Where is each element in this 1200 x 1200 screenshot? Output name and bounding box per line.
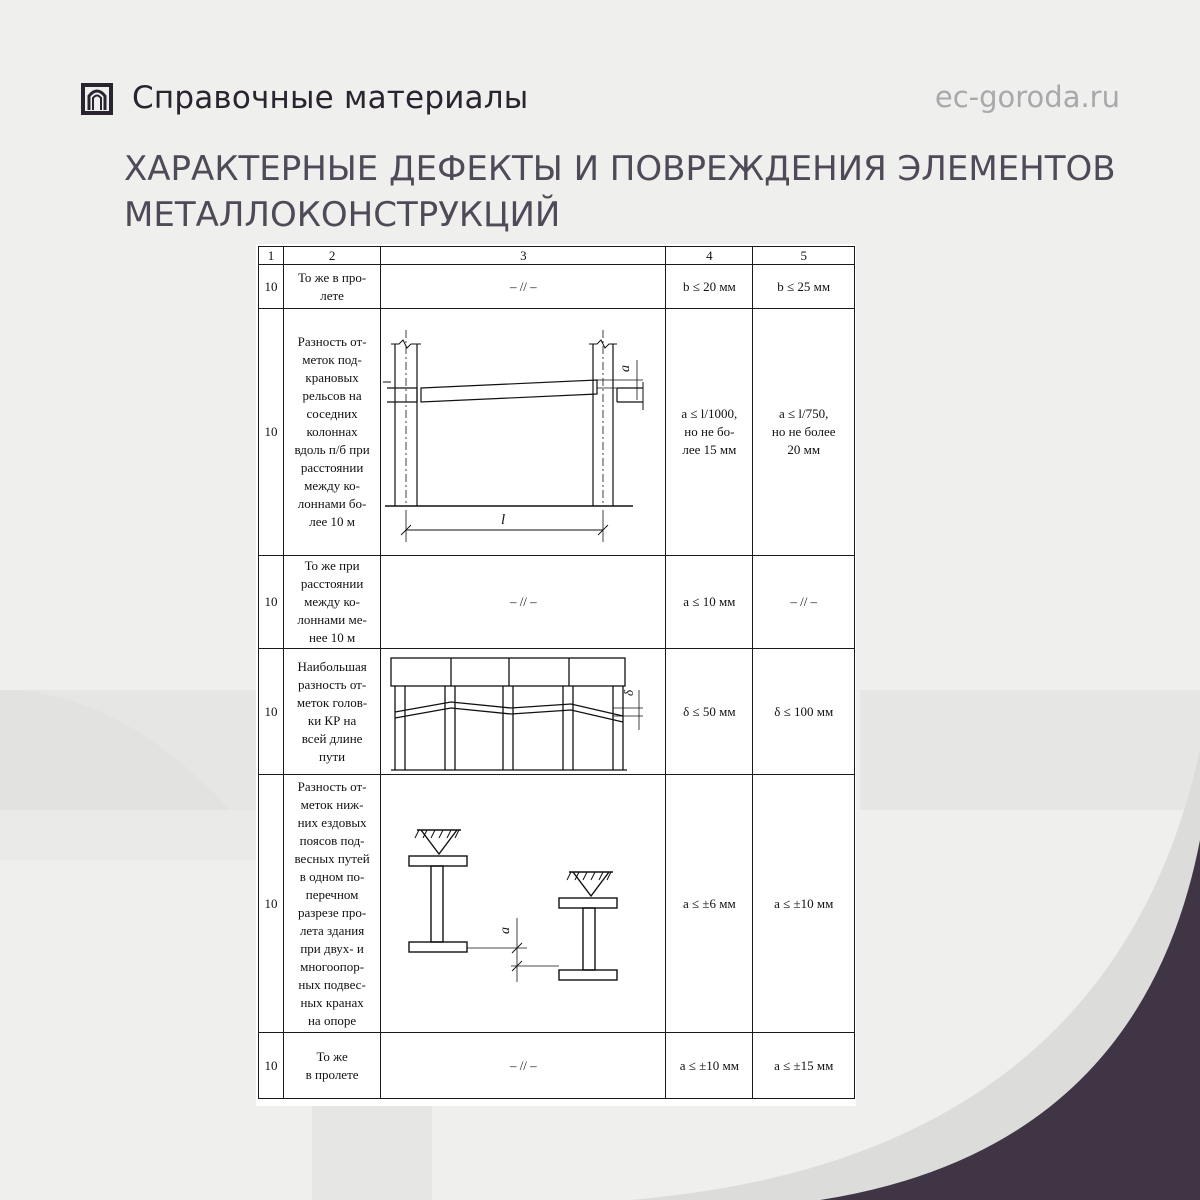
row-description: Разность от- меток ниж- них ездовых поясов под- весных путей в одном по- перечном разрезе про- лета здания при двух- и многоопор- ных подвес- ных кранах на опоре bbox=[283, 775, 380, 1033]
right-web bbox=[583, 908, 595, 970]
row-value-4: δ ≤ 50 мм bbox=[666, 649, 753, 775]
row-description: То же при расстоянии между ко- лоннами ме- нее 10 м bbox=[283, 556, 380, 649]
row-description: То же в про- лете bbox=[283, 265, 380, 309]
label-l: l bbox=[501, 511, 506, 528]
header bbox=[80, 82, 1120, 122]
figure-suspended-tracks bbox=[381, 775, 666, 1033]
row-number: 10 bbox=[259, 775, 284, 1033]
label-delta: δ bbox=[621, 689, 637, 696]
defects-table bbox=[258, 246, 855, 1099]
row-number: 10 bbox=[259, 1033, 284, 1099]
row-value-4: b ≤ 20 мм bbox=[666, 265, 753, 309]
table-row bbox=[259, 1033, 855, 1099]
row-value-5: b ≤ 25 мм bbox=[753, 265, 855, 309]
rail-head-drawing bbox=[381, 650, 656, 774]
top-girder bbox=[391, 658, 625, 686]
left-support-triangle bbox=[421, 830, 457, 854]
header-cell: 2 bbox=[283, 247, 380, 265]
suspended-tracks-drawing bbox=[381, 776, 656, 1032]
rail-lower bbox=[395, 708, 623, 722]
arch-door-icon bbox=[80, 82, 114, 116]
bg-band-left-lower bbox=[0, 810, 270, 860]
row-description: Наибольшая разность от- меток голов- ки КР на всей длине пути bbox=[283, 649, 380, 775]
bg-band-right bbox=[860, 690, 1200, 810]
row-figure-text: – // – bbox=[381, 265, 666, 309]
row-value-4: a ≤ ±6 мм bbox=[666, 775, 753, 1033]
row-value-5: a ≤ l/750, но не более 20 мм bbox=[753, 309, 855, 556]
figure-rail-elevation bbox=[381, 309, 666, 556]
header-cell: 3 bbox=[381, 247, 666, 265]
row-value-4: a ≤ l/1000, но не бо- лее 15 мм bbox=[666, 309, 753, 556]
row-value-5: a ≤ ±15 мм bbox=[753, 1033, 855, 1099]
header-cell: 1 bbox=[259, 247, 284, 265]
right-top-flange bbox=[559, 898, 617, 908]
table-header-row bbox=[259, 247, 855, 265]
page-title: ХАРАКТЕРНЫЕ ДЕФЕКТЫ И ПОВРЕЖДЕНИЯ ЭЛЕМЕНТОВ МЕТАЛЛОКОНСТРУКЦИЙ bbox=[124, 149, 1116, 235]
right-bottom-flange bbox=[559, 970, 617, 980]
section-title: Справочные материалы bbox=[132, 80, 529, 116]
row-figure-text: – // – bbox=[381, 1033, 666, 1099]
document-scan bbox=[256, 244, 856, 1106]
header-cell: 5 bbox=[753, 247, 855, 265]
rail-elevation-drawing bbox=[381, 310, 656, 555]
row-number: 10 bbox=[259, 265, 284, 309]
row-value-5: a ≤ ±10 мм bbox=[753, 775, 855, 1033]
row-value-4: a ≤ 10 мм bbox=[666, 556, 753, 649]
bg-band-bottom bbox=[312, 1106, 432, 1200]
left-top-flange bbox=[409, 856, 467, 866]
row-number: 10 bbox=[259, 649, 284, 775]
label-a: a bbox=[498, 926, 514, 934]
row-value-5: δ ≤ 100 мм bbox=[753, 649, 855, 775]
table-row bbox=[259, 649, 855, 775]
label-a: a bbox=[618, 364, 634, 372]
right-support-triangle bbox=[573, 872, 609, 896]
left-stub-beam bbox=[387, 388, 417, 402]
header-cell: 4 bbox=[666, 247, 753, 265]
table-row bbox=[259, 775, 855, 1033]
left-web bbox=[431, 866, 443, 942]
right-stub-beam bbox=[617, 388, 643, 402]
row-number: 10 bbox=[259, 556, 284, 649]
row-description: То же в пролете bbox=[283, 1033, 380, 1099]
row-value-5: – // – bbox=[753, 556, 855, 649]
row-value-4: a ≤ ±10 мм bbox=[666, 1033, 753, 1099]
left-bottom-flange bbox=[409, 942, 467, 952]
table-row bbox=[259, 309, 855, 556]
row-number: 10 bbox=[259, 309, 284, 556]
table-row bbox=[259, 556, 855, 649]
site-url[interactable]: ec-goroda.ru bbox=[934, 80, 1120, 114]
figure-rail-head-deviation bbox=[381, 649, 666, 775]
row-figure-text: – // – bbox=[381, 556, 666, 649]
row-description: Разность от- меток под- крановых рельсов на соседних колоннах вдоль п/б при расстоянии между ко- лоннами бо- лее 10 м bbox=[283, 309, 380, 556]
crane-beam bbox=[421, 380, 597, 402]
table-row bbox=[259, 265, 855, 309]
